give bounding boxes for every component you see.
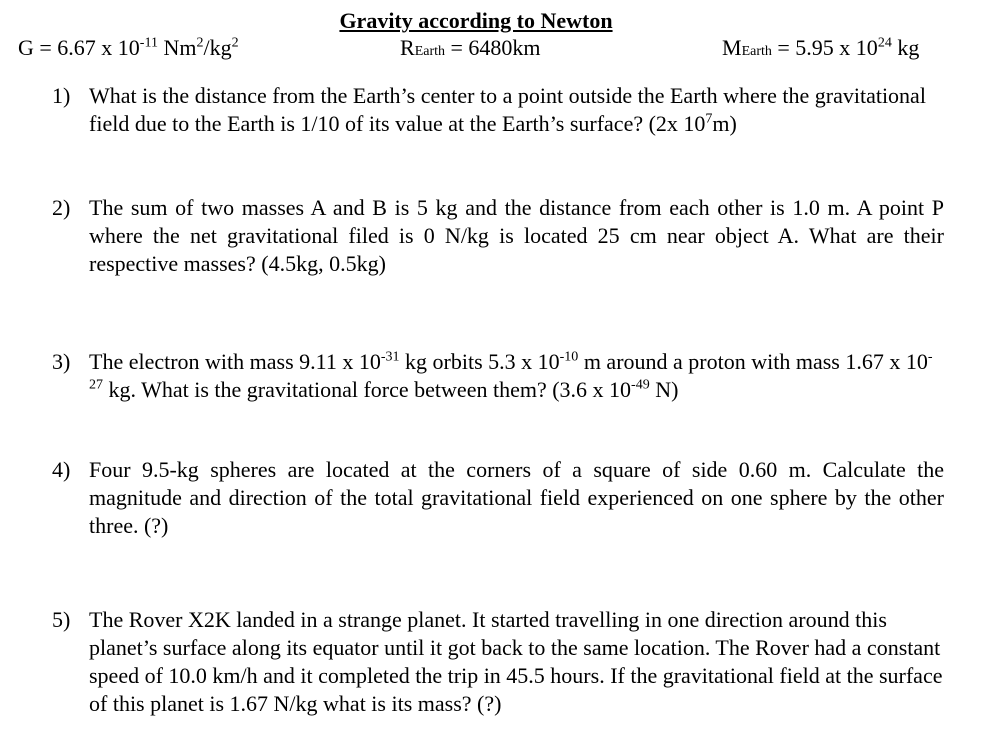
question-text (89, 82, 944, 138)
exponent: -27 (89, 349, 933, 393)
exponent: -49 (631, 377, 650, 393)
m-exponent: 24 (877, 35, 892, 51)
question-text: The sum of two masses A and B is 5 kg and the distance from each other is 1.0 m. A point P where the net gravitational filed is 0 N/kg is located 25 cm near object A. What are their respective masses? (4.5kg, 0.5kg) (89, 195, 944, 276)
question-text (89, 348, 944, 404)
question-text: The Rover X2K landed in a strange planet. It started travelling in one direction around this planet’s surface along its equator until it got back to the same location. The Rover had a constant speed of 10.0 km/h and it completed the trip in 45.5 hours. If the gravitational field at the surface of this planet is 1.67 N/kg what is its mass? (?) (89, 607, 943, 716)
question-text: Four 9.5-kg spheres are located at the corners of a square of side 0.60 m. Calculate the magnitude and direction of the total gravitational field experienced on one sphere by the other three. (?) (89, 457, 944, 538)
gravitational-constant (18, 35, 239, 61)
g-unit-exponent: 2 (196, 35, 204, 51)
question-2 (52, 194, 944, 278)
r-label: R (400, 35, 415, 60)
page-title: Gravity according to Newton (339, 8, 613, 33)
question-number: 3) (52, 349, 71, 374)
m-subscript: Earth (741, 44, 772, 59)
exponent: 7 (705, 111, 713, 127)
r-value: = 6480km (445, 35, 541, 60)
question-3 (52, 348, 944, 404)
g-unit-denominator-exponent: 2 (231, 35, 239, 51)
earth-radius (400, 35, 541, 61)
question-text-part: m) (712, 111, 737, 136)
question-4 (52, 456, 944, 540)
r-subscript: Earth (414, 44, 446, 59)
question-5 (52, 606, 944, 718)
question-text-part: What is the distance from the Earth’s center to a point outside the Earth where the gravitational field due to the Earth is 1/10 of its value at the Earth’s surface? (2x 10 (89, 83, 926, 136)
g-label: G = 6.67 x 10 (18, 35, 140, 60)
question-number: 5) (52, 607, 71, 632)
question-1 (52, 82, 944, 138)
question-text-part: m around a proton with mass 1.67 x 10 (578, 349, 928, 374)
question-number: 4) (52, 457, 71, 482)
question-text-part: kg. What is the gravitational force between them? (3.6 x 10 (103, 377, 632, 402)
question-number: 2) (52, 195, 71, 220)
m-label: M (722, 35, 742, 60)
question-number: 1) (52, 83, 71, 108)
g-unit: Nm (157, 35, 197, 60)
earth-mass (722, 35, 919, 61)
question-text-part: The electron with mass 9.11 x 10 (89, 349, 381, 374)
exponent: -10 (559, 349, 579, 365)
question-text-part: kg orbits 5.3 x 10 (399, 349, 560, 374)
g-unit-denominator: /kg (203, 35, 232, 60)
m-value: = 5.95 x 10 (771, 35, 878, 60)
question-text-part: N) (649, 377, 679, 402)
exponent: -31 (380, 349, 400, 365)
m-unit: kg (891, 35, 920, 60)
g-exponent: -11 (139, 35, 158, 51)
